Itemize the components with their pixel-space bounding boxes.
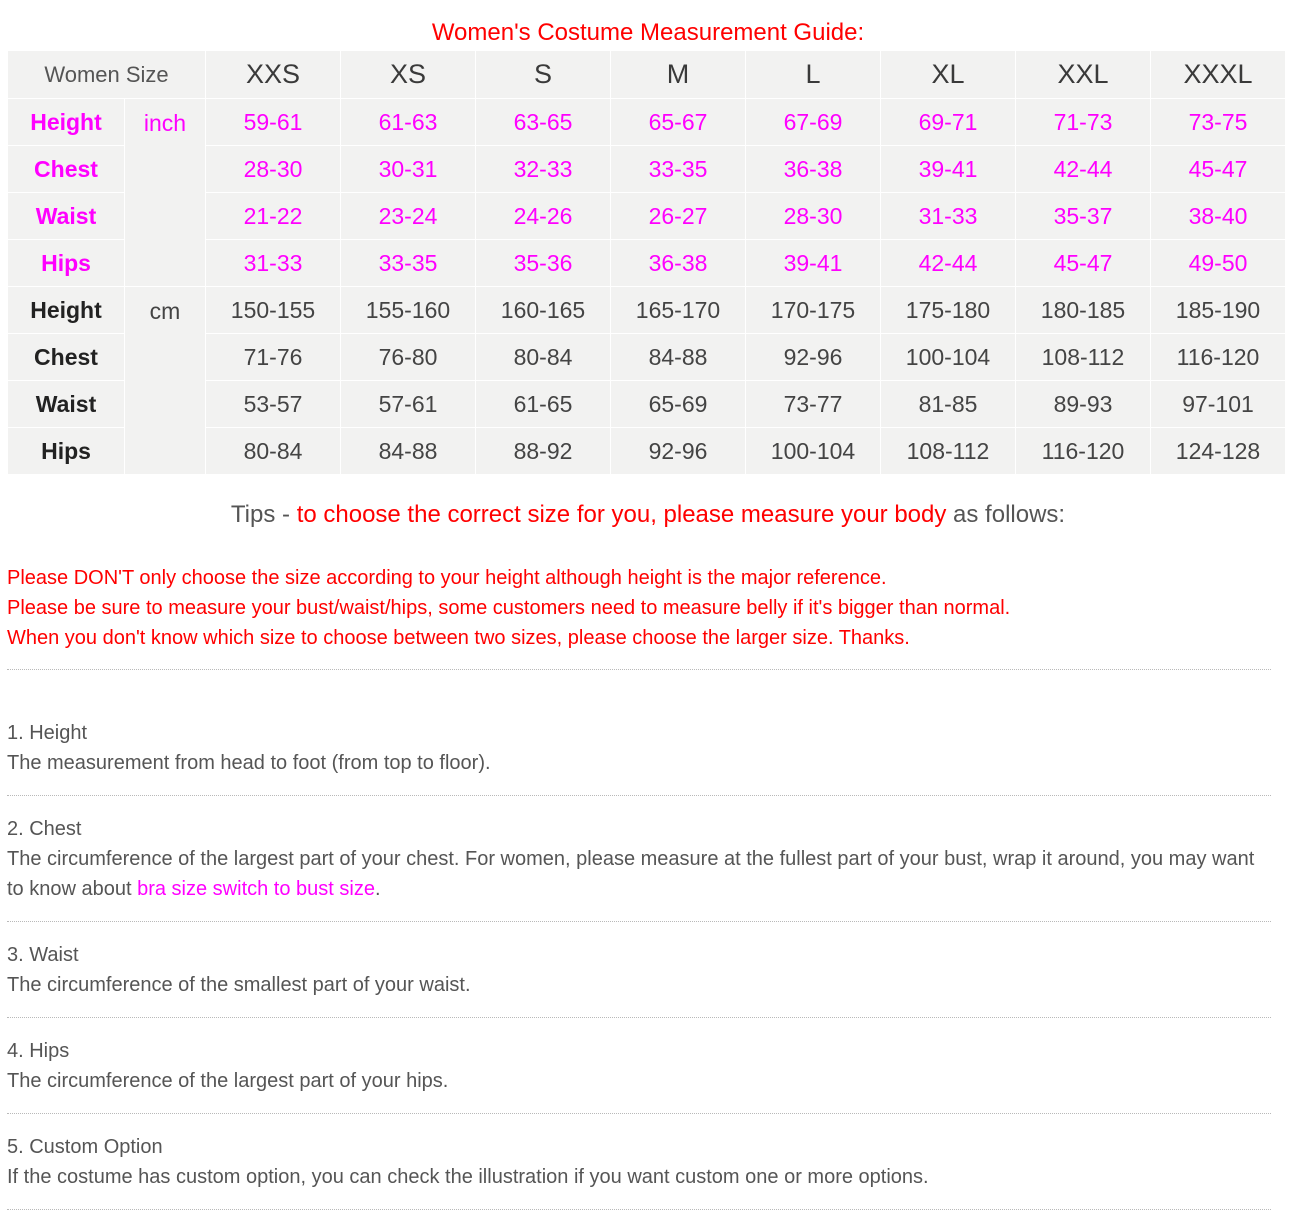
table-cell: 23-24	[341, 193, 476, 240]
size-table	[7, 50, 1286, 475]
table-cell: 65-69	[611, 381, 746, 428]
table-cell: 53-57	[206, 381, 341, 428]
section-text-body: The circumference of the largest part of your chest. For women, please measure at the fullest part of your bust, wrap it around, you may want to know about	[7, 848, 1255, 900]
note-line: When you don't know which size to choose between two sizes, please choose the larger size. Thanks.	[7, 627, 910, 649]
table-cell: 180-185	[1016, 287, 1151, 334]
table-cell: 31-33	[881, 193, 1016, 240]
table-cell: 59-61	[206, 99, 341, 146]
table-cell: 26-27	[611, 193, 746, 240]
table-cell: 69-71	[881, 99, 1016, 146]
table-cell: 80-84	[206, 428, 341, 475]
table-cell: 36-38	[746, 146, 881, 193]
section-title: 3. Waist	[7, 944, 79, 966]
size-header: XL	[881, 51, 1016, 99]
table-cell: 31-33	[206, 240, 341, 287]
table-cell: 155-160	[341, 287, 476, 334]
divider	[7, 795, 1271, 796]
cm-row-height	[8, 287, 1286, 334]
section-title: 4. Hips	[7, 1040, 70, 1062]
row-label: Waist	[8, 381, 125, 428]
note-line: Please DON'T only choose the size according to your height although height is the major reference.	[7, 567, 887, 589]
section-waist	[7, 940, 1275, 1000]
table-cell: 45-47	[1151, 146, 1286, 193]
table-cell: 65-67	[611, 99, 746, 146]
table-cell: 63-65	[476, 99, 611, 146]
table-cell: 42-44	[881, 240, 1016, 287]
bra-size-link[interactable]: bra size switch to bust size	[137, 878, 375, 900]
unit-label-inch: inch	[125, 99, 206, 287]
divider	[7, 1017, 1271, 1018]
table-cell: 30-31	[341, 146, 476, 193]
table-cell: 28-30	[746, 193, 881, 240]
guide-title: Women's Costume Measurement Guide:	[431, 19, 865, 46]
tips-line	[0, 498, 1290, 532]
section-text: The circumference of the largest part of your hips.	[7, 1070, 449, 1092]
table-cell: 170-175	[746, 287, 881, 334]
table-cell: 175-180	[881, 287, 1016, 334]
unit-label-cm: cm	[125, 287, 206, 475]
table-cell: 28-30	[206, 146, 341, 193]
table-cell: 92-96	[746, 334, 881, 381]
table-cell: 108-112	[1016, 334, 1151, 381]
table-cell: 80-84	[476, 334, 611, 381]
table-cell: 92-96	[611, 428, 746, 475]
table-cell: 32-33	[476, 146, 611, 193]
size-header: XS	[341, 51, 476, 99]
section-title: 1. Height	[7, 722, 88, 744]
table-cell: 100-104	[881, 334, 1016, 381]
row-label: Height	[8, 287, 125, 334]
table-cell: 116-120	[1151, 334, 1286, 381]
table-cell: 39-41	[746, 240, 881, 287]
divider	[7, 1113, 1271, 1114]
section-height	[7, 718, 1275, 778]
table-cell: 116-120	[1016, 428, 1151, 475]
table-cell: 71-76	[206, 334, 341, 381]
section-text: If the costume has custom option, you can check the illustration if you want custom one or more options.	[7, 1166, 929, 1188]
table-cell: 38-40	[1151, 193, 1286, 240]
table-cell: 76-80	[341, 334, 476, 381]
size-header: M	[611, 51, 746, 99]
size-header: L	[746, 51, 881, 99]
table-cell: 39-41	[881, 146, 1016, 193]
table-cell: 100-104	[746, 428, 881, 475]
row-label: Waist	[8, 193, 125, 240]
women-size-label: Women Size	[8, 51, 206, 99]
size-header: S	[476, 51, 611, 99]
row-label: Chest	[8, 334, 125, 381]
section-hips	[7, 1036, 1275, 1096]
table-cell: 57-61	[341, 381, 476, 428]
divider	[7, 669, 1271, 670]
tips-suffix: as follows:	[946, 501, 1066, 528]
section-text: The measurement from head to foot (from top to floor).	[7, 752, 491, 774]
size-header: XXXL	[1151, 51, 1286, 99]
table-cell: 84-88	[341, 428, 476, 475]
section-title: 5. Custom Option	[7, 1136, 163, 1158]
table-cell: 124-128	[1151, 428, 1286, 475]
table-cell: 42-44	[1016, 146, 1151, 193]
table-cell: 21-22	[206, 193, 341, 240]
table-cell: 61-65	[476, 381, 611, 428]
table-cell: 71-73	[1016, 99, 1151, 146]
row-label: Hips	[8, 240, 125, 287]
table-cell: 33-35	[611, 146, 746, 193]
size-header: XXS	[206, 51, 341, 99]
size-header: XXL	[1016, 51, 1151, 99]
table-cell: 160-165	[476, 287, 611, 334]
table-cell: 24-26	[476, 193, 611, 240]
table-cell: 88-92	[476, 428, 611, 475]
note-line: Please be sure to measure your bust/waist/hips, some customers need to measure belly if it's bigger than normal.	[7, 597, 1011, 619]
row-label: Hips	[8, 428, 125, 475]
table-cell: 35-37	[1016, 193, 1151, 240]
table-cell: 165-170	[611, 287, 746, 334]
table-cell: 89-93	[1016, 381, 1151, 428]
table-cell: 73-77	[746, 381, 881, 428]
row-label: Chest	[8, 146, 125, 193]
section-text: The circumference of the smallest part of your waist.	[7, 974, 471, 996]
divider	[7, 1209, 1271, 1210]
table-cell: 73-75	[1151, 99, 1286, 146]
section-text	[7, 844, 1275, 904]
table-cell: 67-69	[746, 99, 881, 146]
table-cell: 36-38	[611, 240, 746, 287]
table-cell: 185-190	[1151, 287, 1286, 334]
table-cell: 45-47	[1016, 240, 1151, 287]
table-cell: 97-101	[1151, 381, 1286, 428]
notes	[7, 563, 1277, 653]
section-chest	[7, 814, 1275, 904]
table-cell: 49-50	[1151, 240, 1286, 287]
table-cell: 150-155	[206, 287, 341, 334]
section-custom-option	[7, 1132, 1275, 1192]
table-cell: 108-112	[881, 428, 1016, 475]
table-cell: 35-36	[476, 240, 611, 287]
tips-prefix: Tips -	[230, 501, 297, 528]
section-title: 2. Chest	[7, 818, 82, 840]
row-label: Height	[8, 99, 125, 146]
table-cell: 81-85	[881, 381, 1016, 428]
section-text-end: .	[374, 878, 381, 900]
table-cell: 84-88	[611, 334, 746, 381]
table-cell: 61-63	[341, 99, 476, 146]
divider	[7, 921, 1271, 922]
size-header-row	[8, 51, 1286, 99]
inch-row-height	[8, 99, 1286, 146]
table-cell: 33-35	[341, 240, 476, 287]
tips-highlight: to choose the correct size for you, please measure your body	[296, 501, 947, 528]
